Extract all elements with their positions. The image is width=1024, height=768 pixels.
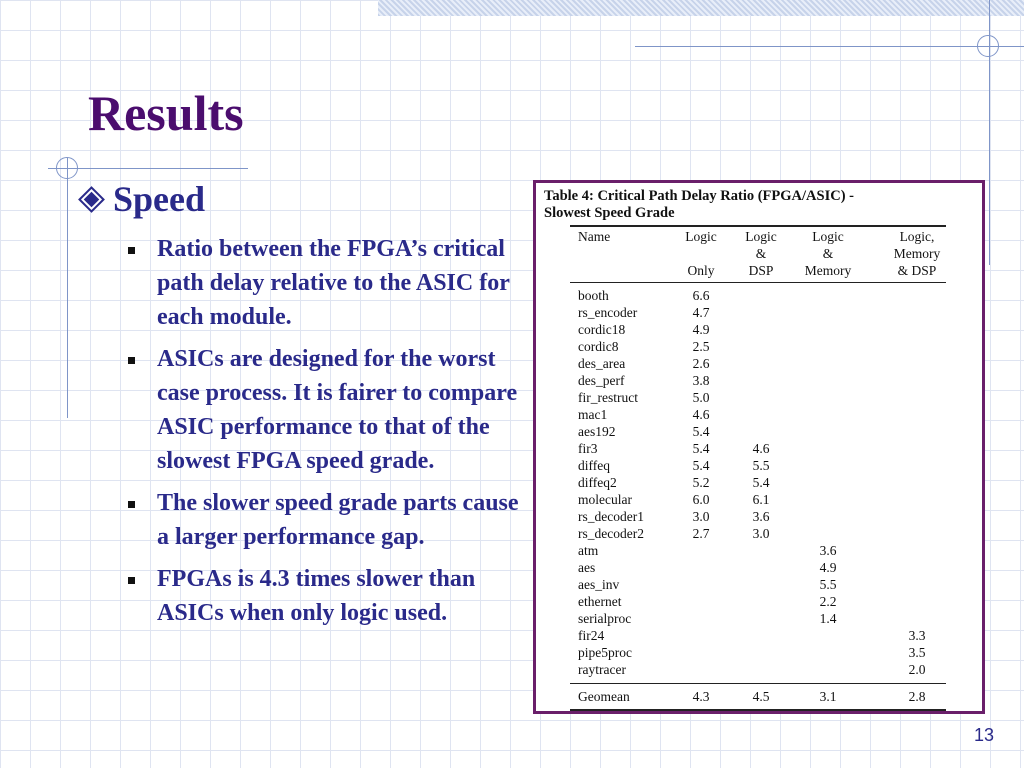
table-cell-name: raytracer xyxy=(578,662,626,677)
table-cell-name: rs_decoder1 xyxy=(578,509,644,524)
table-cell-value: 5.0 xyxy=(692,390,710,405)
square-bullet-icon xyxy=(128,357,135,364)
table-cell-value: 5.4 xyxy=(692,441,710,456)
table-cell-name: fir24 xyxy=(578,628,605,643)
column-header: Logic xyxy=(812,229,844,244)
column-header: Logic xyxy=(745,229,777,244)
diamond-bullet-icon xyxy=(81,188,102,209)
bullet-text: FPGAs is 4.3 times slower than ASICs when only logic used. xyxy=(157,566,476,626)
table-cell-value: 3.0 xyxy=(692,509,710,524)
table-cell-value: 3.0 xyxy=(752,526,770,541)
square-bullet-icon xyxy=(128,247,135,254)
table-cell-name: fir_restruct xyxy=(578,390,638,405)
table-caption-line: Table 4: Critical Path Delay Ratio (FPGA/ASIC) - xyxy=(544,188,854,204)
table-cell-value: 3.8 xyxy=(692,373,710,388)
page-number: 13 xyxy=(974,725,995,745)
column-header: Name xyxy=(578,229,611,244)
table-cell-value: 5.4 xyxy=(752,475,770,490)
bullet-item xyxy=(128,342,523,478)
table-footer-value: 2.8 xyxy=(908,689,926,704)
bullet-item xyxy=(128,562,523,630)
table-cell-name: rs_decoder2 xyxy=(578,526,644,541)
table-cell-name: diffeq2 xyxy=(578,475,617,490)
decorative-line-left-vertical xyxy=(67,158,68,418)
delay-ratio-table xyxy=(533,180,985,714)
table-cell-value: 2.6 xyxy=(692,356,710,371)
table-cell-value: 4.6 xyxy=(692,407,710,422)
bullet-list xyxy=(128,232,523,638)
column-header: & xyxy=(755,246,767,261)
table-cell-name: rs_encoder xyxy=(578,305,638,320)
column-header: Memory xyxy=(893,246,941,261)
column-header: & xyxy=(822,246,834,261)
bullet-text: The slower speed grade parts cause a larger performance gap. xyxy=(157,490,519,550)
table-cell-value: 2.7 xyxy=(692,526,710,541)
table-cell-name: des_area xyxy=(578,356,626,371)
square-bullet-icon xyxy=(128,501,135,508)
table-cell-name: atm xyxy=(578,543,599,558)
table-rule xyxy=(570,225,946,227)
table-cell-name: pipe5proc xyxy=(578,645,632,660)
table-rule xyxy=(570,709,946,711)
column-header: DSP xyxy=(748,263,774,278)
top-decorative-band xyxy=(378,0,1024,16)
table-cell-name: aes xyxy=(578,560,596,575)
table-cell-name: serialproc xyxy=(578,611,632,626)
table-cell-value: 5.4 xyxy=(692,424,710,439)
table-cell-value: 3.6 xyxy=(819,543,837,558)
heading-bullet xyxy=(78,178,205,220)
table-footer-value: 4.5 xyxy=(752,689,770,704)
table-footer-label: Geomean xyxy=(578,689,630,704)
table-cell-value: 3.6 xyxy=(752,509,770,524)
table-cell-name: cordic18 xyxy=(578,322,626,337)
column-header: & DSP xyxy=(897,263,937,278)
table-cell-value: 6.6 xyxy=(692,288,710,303)
table-cell-value: 6.0 xyxy=(692,492,710,507)
table-cell-value: 5.5 xyxy=(752,458,770,473)
decorative-line-top xyxy=(635,46,1024,47)
table-cell-name: des_perf xyxy=(578,373,625,388)
table-cell-name: cordic8 xyxy=(578,339,619,354)
square-bullet-icon xyxy=(128,577,135,584)
bullet-item xyxy=(128,486,523,554)
bullet-item xyxy=(128,232,523,334)
table-rule xyxy=(570,282,946,283)
table-caption-line: Slowest Speed Grade xyxy=(544,205,675,221)
bullet-text: Ratio between the FPGA’s critical path delay relative to the ASIC for each module. xyxy=(157,236,510,330)
table-cell-name: booth xyxy=(578,288,609,303)
column-header: Only xyxy=(687,263,715,278)
column-header: Memory xyxy=(804,263,852,278)
table-caption xyxy=(544,188,984,222)
table-footer-value: 3.1 xyxy=(819,689,837,704)
table-cell-value: 4.6 xyxy=(752,441,770,456)
table-cell-value: 2.0 xyxy=(908,662,926,677)
table-cell-value: 4.7 xyxy=(692,305,710,320)
table-cell-value: 6.1 xyxy=(752,492,770,507)
table-cell-value: 5.2 xyxy=(692,475,710,490)
column-header: Logic, xyxy=(899,229,935,244)
table-cell-value: 4.9 xyxy=(819,560,837,575)
slide-title: Results xyxy=(88,85,244,141)
table-rule xyxy=(570,683,946,684)
table-cell-name: aes_inv xyxy=(578,577,620,592)
decorative-crosshair-circle-top-right xyxy=(977,35,999,57)
bullet-text: ASICs are designed for the worst case process. It is fairer to compare ASIC performance to that of the slowest FPGA speed grade. xyxy=(157,346,518,474)
table-cell-value: 5.5 xyxy=(819,577,837,592)
table-cell-name: aes192 xyxy=(578,424,616,439)
table-cell-name: mac1 xyxy=(578,407,608,422)
table-cell-value: 3.3 xyxy=(908,628,926,643)
table-cell-value: 5.4 xyxy=(692,458,710,473)
heading-text: Speed xyxy=(113,179,206,219)
decorative-line-left xyxy=(48,168,248,169)
decorative-crosshair-circle-left xyxy=(56,157,78,179)
table-cell-name: molecular xyxy=(578,492,632,507)
table-cell-name: diffeq xyxy=(578,458,610,473)
table-cell-name: fir3 xyxy=(578,441,598,456)
table-cell-value: 3.5 xyxy=(908,645,926,660)
table-cell-value: 2.5 xyxy=(692,339,710,354)
table-footer-value: 4.3 xyxy=(692,689,710,704)
column-header: Logic xyxy=(685,229,717,244)
table-cell-value: 1.4 xyxy=(819,611,837,626)
table-cell-value: 4.9 xyxy=(692,322,710,337)
table-cell-name: ethernet xyxy=(578,594,622,609)
table-cell-value: 2.2 xyxy=(819,594,837,609)
